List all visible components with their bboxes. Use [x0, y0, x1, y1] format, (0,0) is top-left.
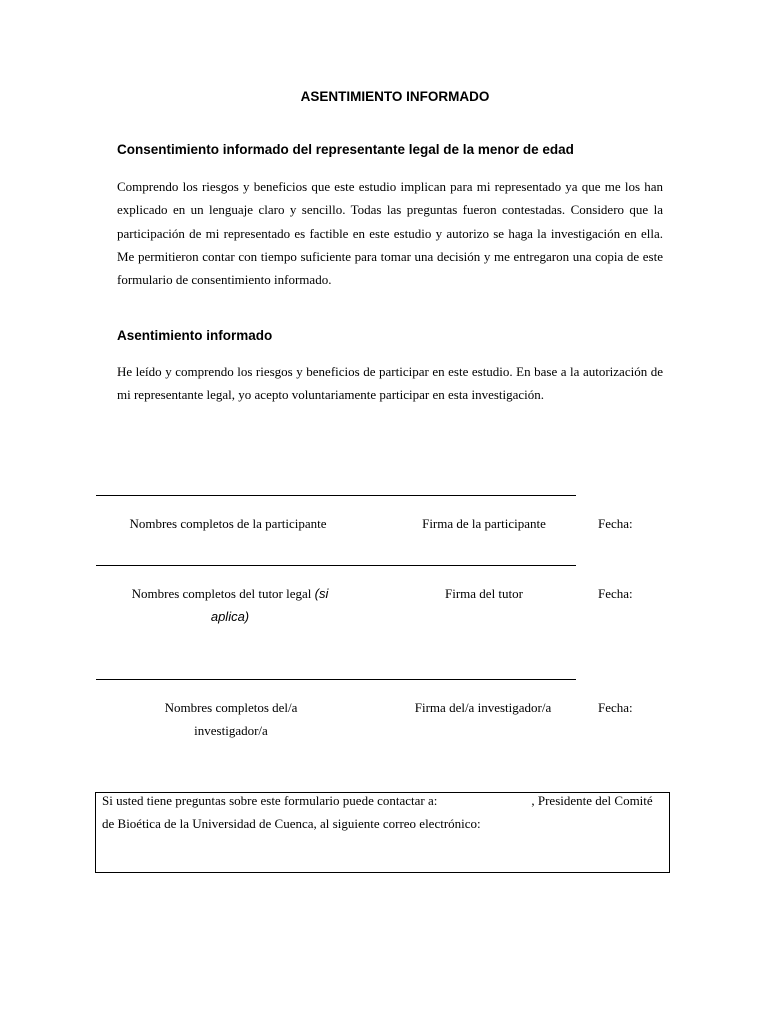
participant-date-label: Fecha:: [598, 516, 633, 531]
assent-paragraph: He leído y comprendo los riesgos y beneficios de participar en este estudio. En base a la autorización de mi representante legal, yo acepto voluntariamente participar en esta investigación.: [117, 364, 663, 403]
participant-name-label: Nombres completos de la participante: [129, 516, 327, 531]
tutor-name-note: (si aplica): [210, 586, 329, 624]
contact-text-after: , Presidente del Comité de Bioética de la Universidad de Cuenca, al siguiente correo electrónico:: [102, 793, 653, 831]
tutor-name-text: Nombres completos del tutor legal: [131, 586, 312, 601]
document-title: ASENTIMIENTO INFORMADO: [300, 89, 490, 104]
section-heading-assent: Asentimiento informado: [117, 328, 273, 343]
section-heading-representative-consent: Consentimiento informado del representante legal de la menor de edad: [117, 142, 574, 157]
contact-text-before: Si usted tiene preguntas sobre este formulario puede contactar a:: [102, 793, 438, 808]
tutor-date-label: Fecha:: [598, 586, 633, 601]
investigator-name-label: Nombres completos del/a investigador/a: [164, 700, 298, 738]
contact-info-text: [102, 789, 662, 835]
tutor-signature-line: [96, 565, 576, 566]
investigator-date-label: Fecha:: [598, 700, 633, 715]
representative-consent-paragraph: Comprendo los riesgos y beneficios que este estudio implican para mi representado ya que me los han explicado en un lenguaje claro y sencillo. Todas las preguntas fueron contestadas. Considero que la participación de mi representado es factible en este estudio y autorizo se haga la investigación en ella. Me permitieron contar con tiempo suficiente para tomar una decisión y me entregaron una copia de este formulario de consentimiento informado.: [117, 179, 663, 288]
participant-signature-line: [96, 495, 576, 496]
investigator-signature-label: Firma del/a investigador/a: [414, 700, 552, 715]
investigator-signature-line: [96, 679, 576, 680]
tutor-signature-label: Firma del tutor: [445, 586, 523, 601]
tutor-name-label: [114, 582, 346, 628]
participant-signature-label: Firma de la participante: [422, 516, 546, 531]
